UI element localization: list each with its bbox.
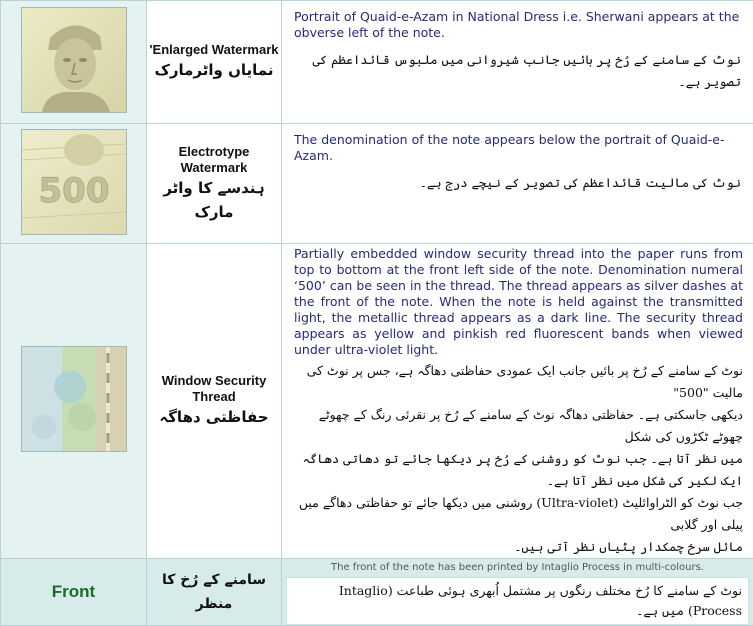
feature-description-ur-line: نوٹ کے سامنے کے رُخ پر بائیں جانب ایک عمودی حفاظتی دھاگہ ہے، جس پر نوٹ کی مالیت "500" xyxy=(294,360,743,404)
feature-title-cell xyxy=(147,244,282,559)
feature-title-ur: نمایاں واٹرمارک xyxy=(147,58,281,82)
front-description-ur: نوٹ کے سامنے کا رُخ مختلف رنگوں پر مشتمل اُبھری ہوئی طباعت (Intaglio Process) میں ہے۔ xyxy=(293,581,742,621)
feature-row-enlarged-watermark xyxy=(1,1,753,124)
feature-description-en: The denomination of the note appears below the portrait of Quaid-e-Azam. xyxy=(294,132,741,164)
front-label-ur: سامنے کے رُخ کا منظر xyxy=(147,568,281,616)
feature-row-front xyxy=(1,559,753,626)
feature-title-en: 'Enlarged Watermark xyxy=(147,42,281,58)
feature-description-ur-line: دیکھی جاسکتی ہے۔ حفاظتی دھاگہ نوٹ کے سامنے کے رُخ پر نقرئی رنگ کے چھوٹے چھوٹے ٹکڑوں کی شکل xyxy=(294,404,743,448)
front-label-en: Front xyxy=(1,582,146,602)
front-description-ur-box xyxy=(286,577,749,625)
feature-title-cell xyxy=(147,124,282,244)
denomination-number: 500 xyxy=(38,171,109,211)
feature-title-en: Window Security Thread xyxy=(147,373,281,405)
feature-description-cell xyxy=(282,124,753,244)
feature-description-ur: نوٹ کی مالیت قائداعظم کی تصویر کے نیچے درج ہے۔ xyxy=(294,172,741,194)
thumbnail-cell xyxy=(1,1,147,124)
feature-description-ur-line: میں نظر آتا ہے۔ جب نوٹ کو روشنی کے رُخ پر دیکھا جائے تو دھاتی دھاگہ ایک لکیر کی شکل میں نظر آتا ہے۔ xyxy=(294,448,743,492)
thumbnail-cell xyxy=(1,124,147,244)
feature-description-ur-line: جب نوٹ کو الٹراوائلیٹ (Ultra-violet) روشنی میں دیکھا جائے تو حفاظتی دھاگے میں پیلی اور گلابی xyxy=(294,492,743,536)
front-description-cell xyxy=(282,559,753,626)
feature-title-ur: حفاظتی دھاگہ xyxy=(147,405,281,429)
feature-row-electrotype-watermark xyxy=(1,124,753,244)
feature-description-cell xyxy=(282,1,753,124)
front-title-cell xyxy=(147,559,282,626)
feature-title-en: Electrotype Watermark xyxy=(147,144,281,176)
feature-description-ur-line: مائل سرخ چمکدار پٹیاں نظر آتی ہیں۔ xyxy=(294,536,743,558)
feature-title-cell xyxy=(147,1,282,124)
denomination-watermark-image xyxy=(21,129,127,235)
feature-description-en: Portrait of Quaid-e-Azam in National Dress i.e. Sherwani appears at the obverse left of the note. xyxy=(294,9,741,41)
security-thread-image xyxy=(21,346,127,452)
thumbnail-cell xyxy=(1,244,147,559)
front-label-cell xyxy=(1,559,147,626)
feature-description-en: Partially embedded window security thread into the paper runs from top to bottom at the front left side of the note. Denomination numeral ‘500’ can be seen in the thread. The thread appears as silver dashes at the front of the note. When the note is held against the transmitted light, the metallic thread appears as a dark line. The security thread appears as yellow and pinkish red fluorescent bands when viewed under ultra-violet light. xyxy=(294,246,743,358)
feature-description-cell xyxy=(282,244,753,559)
portrait-watermark-image xyxy=(21,7,127,113)
feature-description-ur-block xyxy=(294,360,743,558)
feature-row-security-thread xyxy=(1,244,753,559)
feature-description-ur: نوٹ کے سامنے کے رُخ پر بائیں جانب شیروانی میں ملبوس قائداعظم کی تصویر ہے۔ xyxy=(294,49,741,93)
front-description-en: The front of the note has been printed by Intaglio Process in multi-colours. xyxy=(282,559,753,575)
feature-title-ur: ہندسے کا واٹر مارک xyxy=(147,176,281,224)
